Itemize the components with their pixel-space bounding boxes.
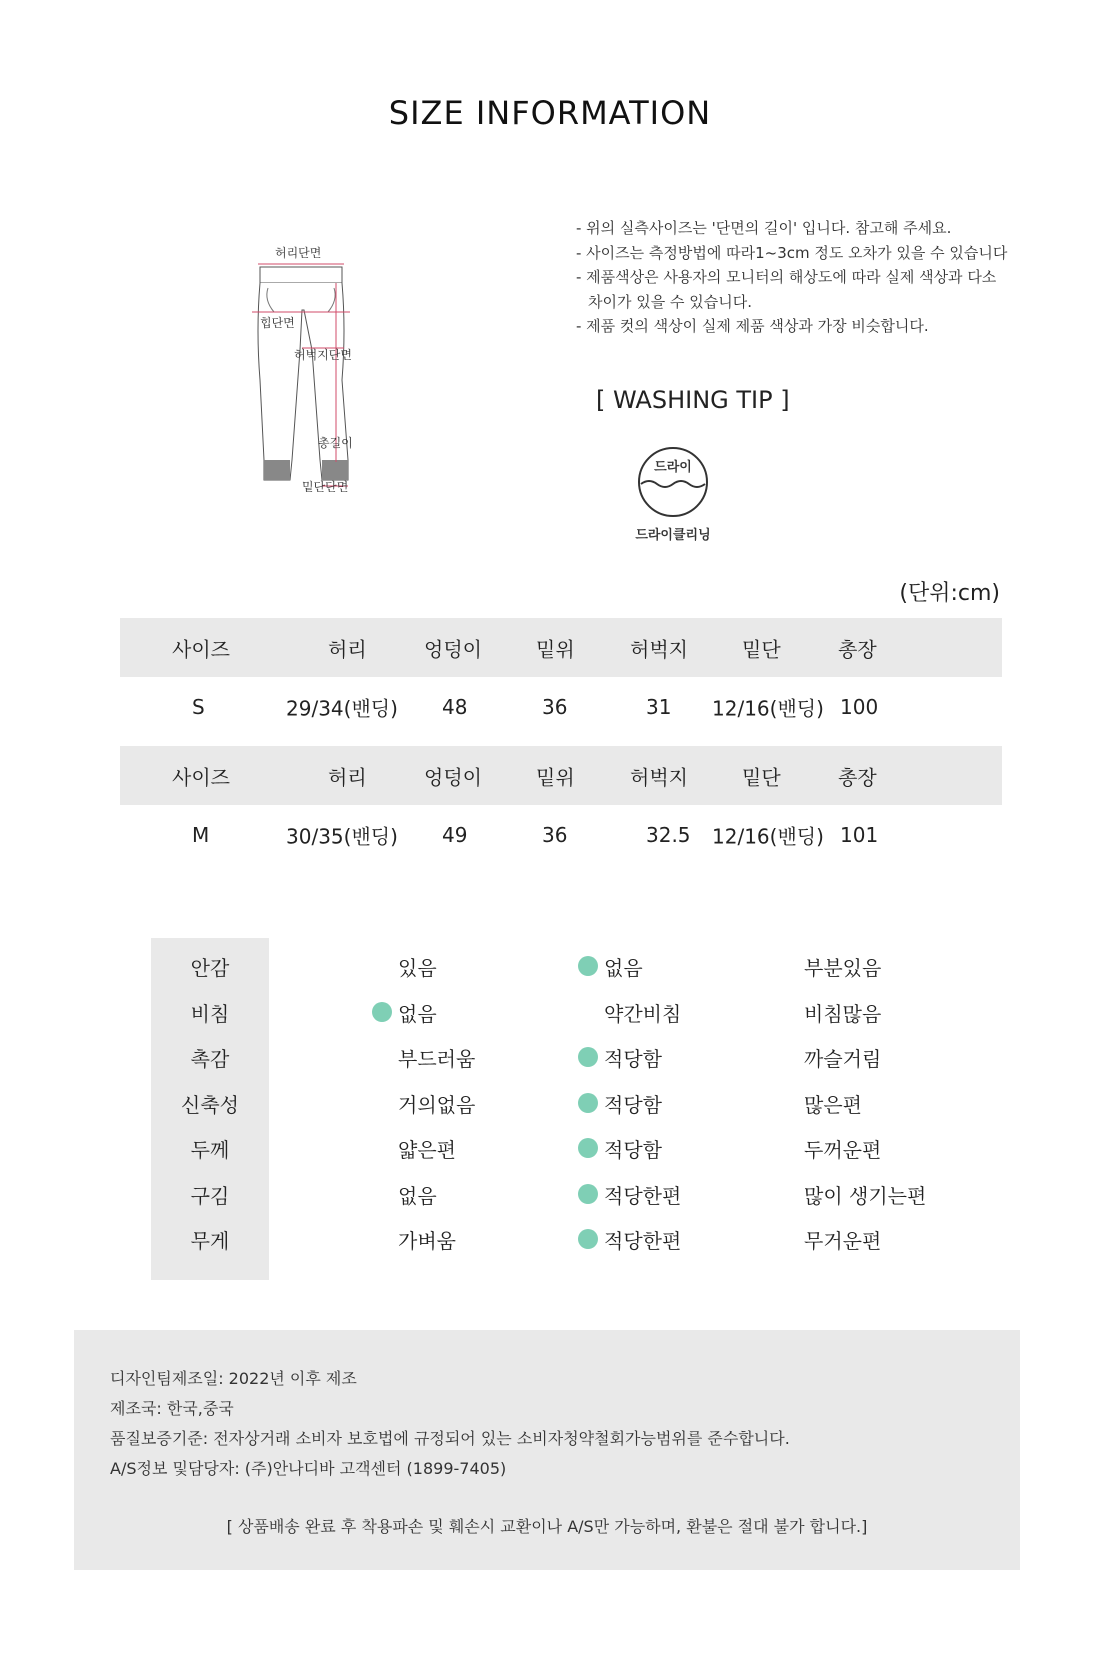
note-item: - 위의 실측사이즈는 '단면의 길이' 입니다. 참고해 주세요.	[576, 219, 952, 237]
hem-label: 밑단단면	[302, 480, 349, 494]
pants-diagram	[250, 246, 430, 540]
info-line: A/S정보 및담당자: (주)안나디바 고객센터 (1899-7405)	[110, 1459, 507, 1478]
attribute-option: 까슬거림	[804, 1047, 882, 1071]
header-cell: 엉덩이	[424, 765, 482, 789]
attribute-option: 적당함	[604, 1092, 662, 1117]
hip-label: 힙단면	[260, 316, 295, 330]
attribute-label: 두께	[190, 1138, 230, 1162]
attribute-row	[0, 1124, 1100, 1169]
attribute-option: 가벼움	[398, 1229, 456, 1253]
value-cell: 12/16(밴딩)	[712, 696, 824, 720]
attribute-row	[0, 1079, 1100, 1124]
unit-label: (단위:cm)	[899, 581, 1000, 606]
size-table-m	[120, 746, 1002, 864]
attribute-option: 없음	[398, 1001, 437, 1026]
header-cell: 사이즈	[172, 765, 230, 789]
note-item: - 제품 컷의 색상이 실제 제품 색상과 가장 비슷합니다.	[576, 317, 929, 335]
attribute-option: 약간비침	[604, 1001, 682, 1026]
attribute-option: 많은편	[804, 1092, 862, 1117]
attribute-option: 적당함	[604, 1047, 662, 1071]
attribute-option: 얇은편	[398, 1138, 456, 1162]
info-line: 제조국: 한국,중국	[110, 1399, 234, 1418]
attribute-option: 적당한편	[604, 1183, 682, 1208]
length-label: 총길이	[318, 436, 353, 450]
size-table-header	[120, 746, 1002, 805]
header-cell: 총장	[838, 765, 877, 789]
header-cell: 사이즈	[172, 637, 230, 661]
selected-indicator-dot	[578, 1047, 598, 1067]
attribute-option: 부드러움	[398, 1047, 476, 1071]
attribute-label: 신축성	[181, 1092, 239, 1117]
value-cell: 36	[542, 822, 568, 847]
attribute-label: 안감	[190, 956, 230, 980]
attribute-label: 촉감	[190, 1047, 230, 1071]
value-cell: M	[192, 822, 210, 847]
header-cell: 총장	[838, 637, 877, 661]
page-title: SIZE INFORMATION	[388, 94, 712, 132]
value-cell: S	[192, 694, 205, 719]
header-cell: 밑위	[536, 637, 575, 661]
dry-clean-icon-text: 드라이	[654, 460, 692, 475]
attribute-option: 두꺼운편	[804, 1138, 882, 1162]
selected-indicator-dot	[578, 1093, 598, 1113]
refund-notice: [ 상품배송 완료 후 착용파손 및 훼손시 교환이나 A/S만 가능하며, 환불은 절대 불가 합니다.]	[226, 1517, 868, 1536]
note-item: 차이가 있을 수 있습니다.	[588, 292, 752, 311]
attribute-row	[0, 1170, 1100, 1215]
thigh-label: 허벅지단면	[294, 348, 352, 362]
value-cell: 29/34(밴딩)	[286, 696, 398, 720]
value-cell: 100	[840, 694, 879, 719]
selected-indicator-dot	[578, 1138, 598, 1158]
attribute-row	[0, 988, 1100, 1033]
header-cell: 엉덩이	[424, 637, 482, 661]
note-item: - 사이즈는 측정방법에 따라1~3cm 정도 오차가 있을 수 있습니다	[576, 243, 1008, 262]
waist-label: 허리단면	[275, 246, 322, 260]
dry-clean-icon	[637, 446, 709, 518]
attribute-option: 거의없음	[398, 1092, 476, 1117]
header-cell: 허벅지	[630, 637, 688, 661]
header-cell: 밑위	[536, 765, 575, 789]
pants-illustration	[250, 250, 430, 540]
size-table-s	[120, 618, 1002, 736]
attribute-option: 없음	[604, 956, 643, 980]
selected-indicator-dot	[578, 1229, 598, 1249]
value-cell: 32.5	[646, 822, 691, 847]
attribute-option: 많이 생기는편	[804, 1183, 927, 1208]
washing-caption: 드라이클리닝	[635, 528, 711, 543]
attribute-option: 부분있음	[804, 956, 882, 980]
selected-indicator-dot	[578, 1184, 598, 1204]
value-cell: 49	[442, 822, 468, 847]
header-cell: 밑단	[742, 637, 781, 661]
value-cell: 30/35(밴딩)	[286, 824, 398, 848]
attribute-row	[0, 1033, 1100, 1078]
header-cell: 허벅지	[630, 765, 688, 789]
note-item: - 제품색상은 사용자의 모니터의 해상도에 따라 실제 색상과 다소	[576, 268, 997, 286]
attribute-option: 없음	[398, 1183, 437, 1208]
selected-indicator-dot	[372, 1002, 392, 1022]
header-cell: 허리	[328, 637, 367, 661]
info-line: 품질보증기준: 전자상거래 소비자 보호법에 규정되어 있는 소비자청약철회가능범위를 준수합니다.	[110, 1429, 790, 1448]
value-cell: 36	[542, 694, 568, 719]
attribute-row	[0, 1215, 1100, 1260]
info-line: 디자인팀제조일: 2022년 이후 제조	[110, 1369, 357, 1388]
attribute-label: 비침	[190, 1001, 230, 1026]
attribute-option: 적당함	[604, 1138, 662, 1162]
table-row	[120, 805, 1002, 864]
header-cell: 밑단	[742, 765, 781, 789]
attribute-label: 구김	[190, 1183, 230, 1208]
size-table-header	[120, 618, 1002, 677]
header-cell: 허리	[328, 765, 367, 789]
selected-indicator-dot	[578, 956, 598, 976]
product-info-box	[74, 1330, 1020, 1570]
value-cell: 31	[646, 694, 672, 719]
attribute-row	[0, 942, 1100, 987]
value-cell: 12/16(밴딩)	[712, 824, 824, 848]
attribute-option: 비침많음	[804, 1001, 882, 1026]
attribute-option: 있음	[398, 956, 437, 980]
value-cell: 101	[840, 822, 879, 847]
washing-tip-title: [ WASHING TIP ]	[596, 386, 790, 414]
attribute-option: 무거운편	[804, 1229, 882, 1253]
attribute-option: 적당한편	[604, 1229, 682, 1253]
attribute-label: 무게	[190, 1229, 230, 1253]
table-row	[120, 677, 1002, 736]
value-cell: 48	[442, 694, 468, 719]
size-notes	[576, 216, 1056, 339]
